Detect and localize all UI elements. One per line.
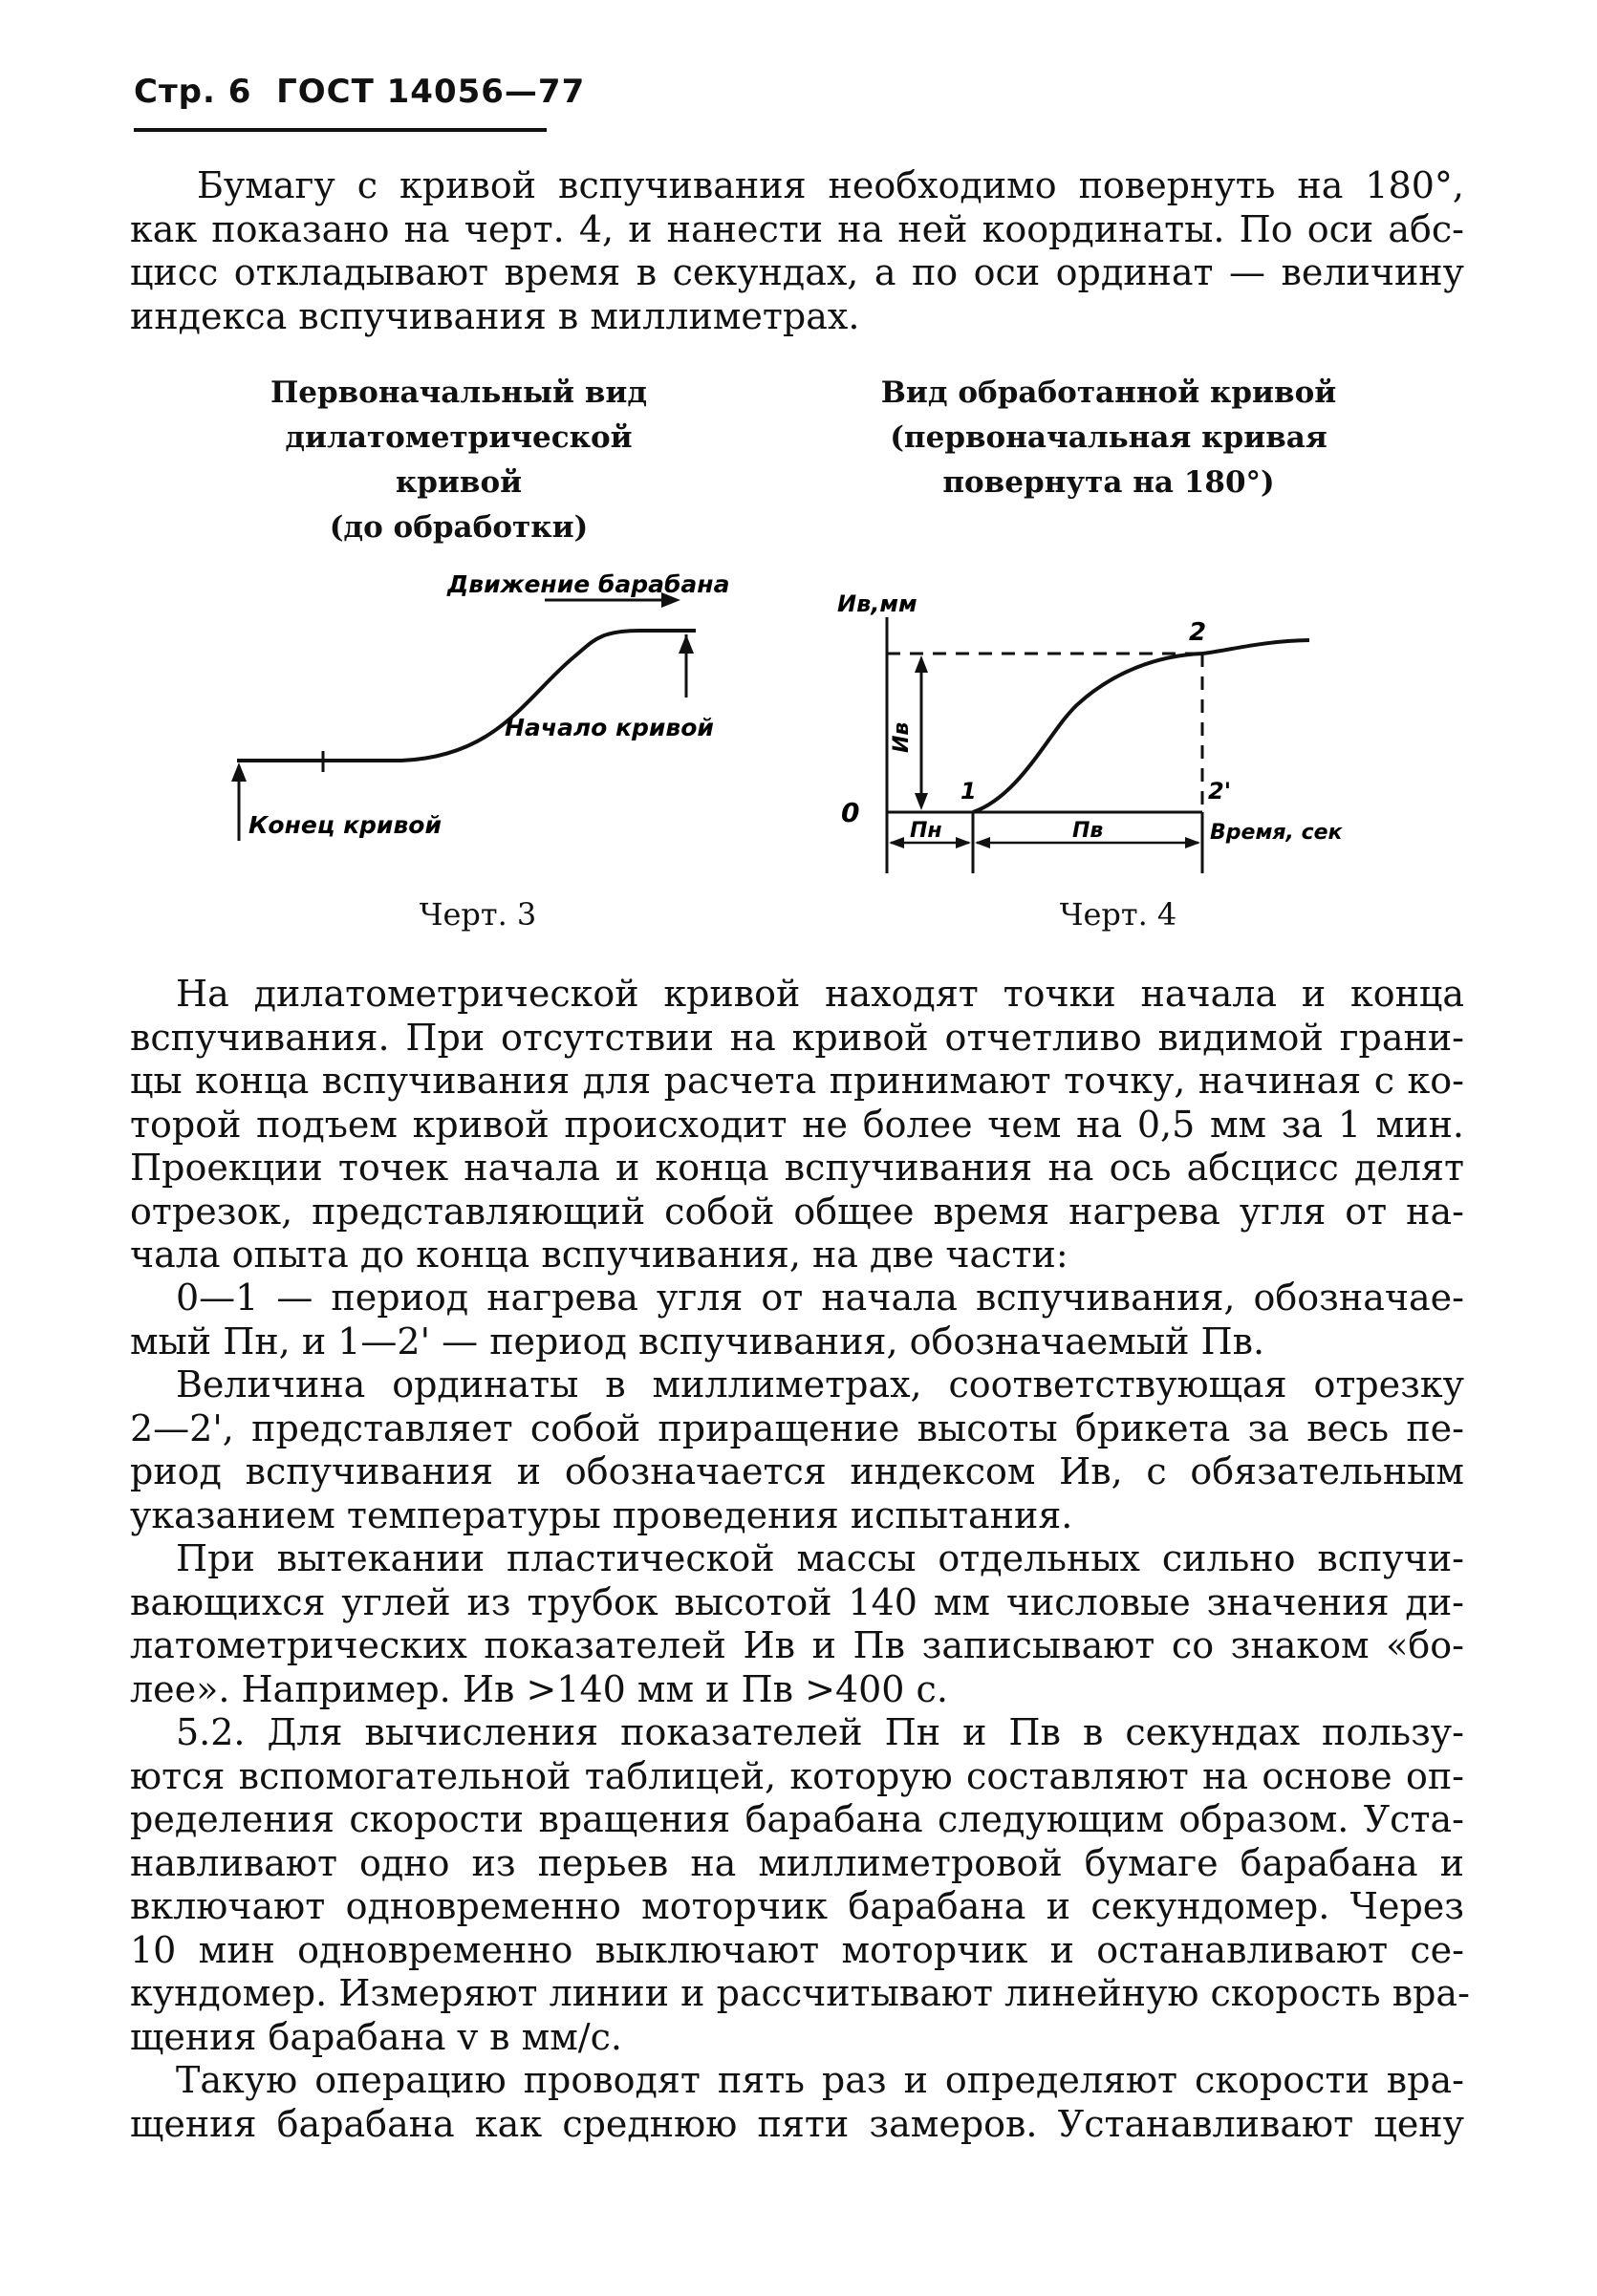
text-line: кундомер. Измеряют линии и рассчитывают линейную скорость вра-	[130, 1972, 1470, 2014]
caption-line: (до обработки)	[329, 510, 589, 545]
figure4-number: Черт. 4	[1059, 896, 1177, 933]
text-line: вспучивания. При отсутствии на кривой отчетливо видимой грани-	[130, 1016, 1464, 1059]
text-line: мый Пн, и 1—2' — период вспучивания, обозначаемый Пв.	[130, 1320, 1265, 1363]
text-line: риод вспучивания и обозначается индексом Ив, с обязательным	[130, 1450, 1464, 1492]
text-line: Проекции точек начала и конца вспучивания на ось абсцисс делят	[130, 1147, 1464, 1189]
caption-line: повернута на 180°)	[942, 465, 1275, 500]
start-arrow-head	[679, 634, 694, 654]
pv-arrow-right	[1185, 837, 1200, 848]
text-line: ются вспомогательной таблицей, которую составляют на основе оп-	[130, 1754, 1464, 1797]
figure3-number: Черт. 3	[419, 896, 537, 933]
text-line: Бумагу с кривой вспучивания необходимо повернуть на 180°,	[197, 164, 1464, 206]
body-paragraph-3	[130, 1363, 1464, 1537]
text-line: 0—1 — период нагрева угля от начала вспучивания, обозначае-	[176, 1277, 1464, 1319]
caption-line: Вид обработанной кривой	[880, 376, 1337, 410]
text-line: чала опыта до конца вспучивания, на две части:	[130, 1234, 1068, 1276]
pn-arrow-right	[956, 837, 971, 848]
text-line: как показано на черт. 4, и нанести на ней координаты. По оси абс-	[130, 207, 1464, 250]
intro-paragraph	[130, 164, 1464, 338]
text-line: отрезок, представляющий собой общее время нагрева угля от на-	[130, 1190, 1464, 1233]
text-line: латометрических показателей Ив и Пв записывают со знаком «бо-	[130, 1624, 1464, 1666]
text-line: щения барабана v в мм/с.	[130, 2015, 622, 2058]
caption-line: дилатометрической кривой	[285, 420, 633, 500]
iv-arrow-top	[915, 655, 928, 673]
point-1-label: 1	[960, 778, 977, 805]
point-2-prime-label: 2'	[1208, 778, 1232, 805]
text-line: лее». Например. Ив >140 мм и Пв >400 с.	[130, 1667, 948, 1710]
text-line: Такую операцию проводят пять раз и определяют скорости вра-	[176, 2059, 1464, 2101]
body-paragraph-4	[130, 1537, 1464, 1711]
text-line: При вытекании пластической массы отдельных сильно вспучи-	[176, 1537, 1464, 1579]
drum-movement-label: Движение барабана	[447, 570, 730, 598]
curve-end-label: Конец кривой	[248, 811, 442, 839]
page-header	[134, 73, 585, 111]
x-axis-label: Время, сек	[1210, 821, 1343, 845]
origin-label: 0	[841, 797, 860, 828]
body-paragraph-1	[130, 973, 1464, 1277]
caption-line: (первоначальная кривая	[890, 420, 1327, 455]
point-2-label: 2	[1189, 618, 1207, 647]
text-line: Величина ординаты в миллиметрах, соответствующая отрезку	[176, 1363, 1464, 1405]
text-line: торой подъем кривой происходит не более чем на 0,5 мм за 1 мин.	[130, 1103, 1464, 1146]
header-divider	[134, 128, 547, 132]
caption-line: Первоначальный вид	[270, 376, 648, 410]
pv-label: Пв	[1072, 819, 1104, 843]
text-line: цисс откладывают время в секундах, а по оси ординат — величину	[130, 251, 1464, 293]
body-paragraph-6	[130, 2059, 1464, 2146]
figure4-caption	[860, 371, 1357, 505]
figure4-diagram	[822, 573, 1357, 898]
text-line: индекса вспучивания в миллиметрах.	[130, 294, 860, 337]
iv-arrow-bottom	[915, 793, 928, 810]
page-number: Стр. 6	[134, 73, 252, 111]
y-axis-label: Ив,мм	[837, 590, 917, 617]
text-line: включают одновременно моторчик барабана и секундомер. Через	[130, 1885, 1464, 1927]
text-line: 2—2', представляет собой приращение высоты брикета за весь пе-	[130, 1406, 1464, 1449]
pn-label: Пн	[910, 819, 942, 843]
standard-code: ГОСТ 14056—77	[276, 73, 586, 111]
body-paragraph-2	[130, 1277, 1464, 1363]
figure3-diagram	[220, 554, 774, 869]
processed-curve	[973, 640, 1309, 812]
text-line: указанием температуры проведения испытания.	[130, 1493, 1073, 1536]
pn-arrow-left	[889, 837, 904, 848]
text-line: 5.2. Для вычисления показателей Пн и Пв в секундах пользу-	[176, 1711, 1464, 1753]
figure3-caption	[229, 371, 688, 550]
text-line: На дилатометрической кривой находят точки начала и конца	[176, 973, 1464, 1015]
body-paragraph-5	[130, 1711, 1470, 2059]
pv-arrow-left	[975, 837, 990, 848]
text-line: щения барабана как среднюю пяти замеров. Устанавливают цену	[130, 2102, 1464, 2145]
end-arrow-head	[231, 762, 247, 782]
curve-start-label: Начало кривой	[505, 714, 714, 741]
text-line: вающихся углей из трубок высотой 140 мм числовые значения ди-	[130, 1580, 1464, 1623]
iv-label: Ив	[890, 721, 914, 753]
text-line: 10 мин одновременно выключают моторчик и останавливают се-	[130, 1928, 1464, 1971]
text-line: цы конца вспучивания для расчета принимают точку, начиная с ко-	[130, 1060, 1464, 1102]
text-line: ределения скорости вращения барабана следующим образом. Уста-	[130, 1798, 1464, 1840]
text-line: навливают одно из перьев на миллиметровой бумаге барабана и	[130, 1841, 1464, 1884]
